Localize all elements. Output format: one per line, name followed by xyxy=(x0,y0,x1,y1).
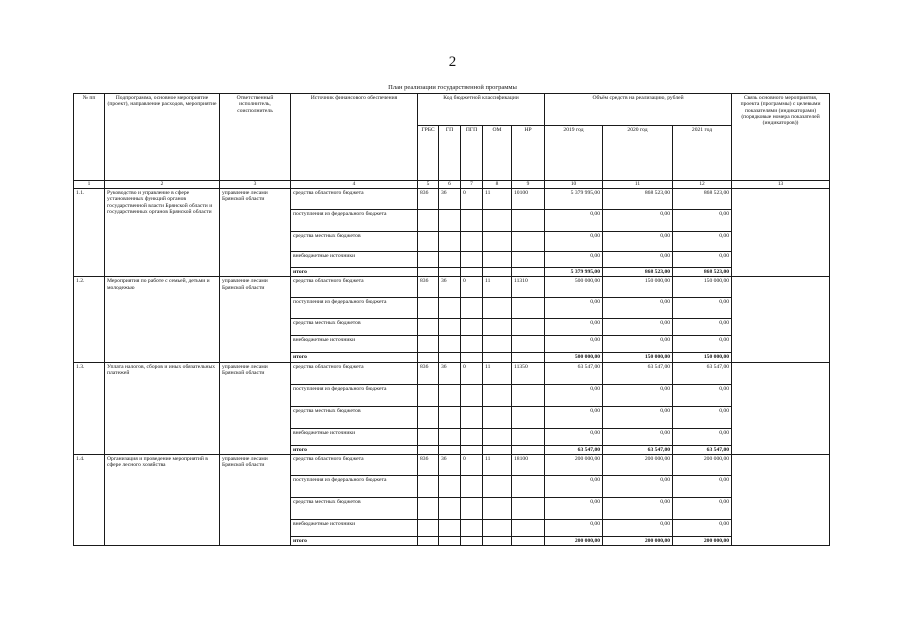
header-executor: Ответственный исполнитель, соисполнитель xyxy=(220,94,291,181)
code-cell-empty xyxy=(461,268,483,277)
code-cell-empty xyxy=(483,252,512,268)
code-cell-empty xyxy=(483,497,512,519)
code-cell-empty xyxy=(461,319,483,336)
amount-2019: 500 000,00 xyxy=(545,353,603,362)
column-number: 7 xyxy=(461,181,483,189)
amount-2021: 0,00 xyxy=(673,497,732,519)
code-om: 11 xyxy=(483,362,512,384)
code-cell-empty xyxy=(418,497,439,519)
funding-source: средства местных бюджетов xyxy=(291,406,418,428)
column-number: 3 xyxy=(220,181,291,189)
program-plan-table xyxy=(73,93,830,546)
column-number: 10 xyxy=(545,181,603,189)
code-cell-empty xyxy=(439,428,461,445)
executor: управление лесами Брянской области xyxy=(220,189,291,277)
amount-2021: 0,00 xyxy=(673,519,732,536)
amount-2019: 0,00 xyxy=(545,319,603,336)
code-cell-empty xyxy=(483,428,512,445)
code-grbs: 836 xyxy=(418,362,439,384)
row-number: 1.2. xyxy=(74,277,105,362)
code-om: 11 xyxy=(483,189,512,210)
code-cell-empty xyxy=(483,519,512,536)
header-program: Подпрограмма, основное мероприятие (проект), направление расходов, мероприятие xyxy=(105,94,220,181)
code-cell-empty xyxy=(461,252,483,268)
code-cell-empty xyxy=(418,232,439,252)
code-gp: 36 xyxy=(439,277,461,298)
code-cell-empty xyxy=(512,536,545,545)
amount-2021: 0,00 xyxy=(673,406,732,428)
header-om: ОМ xyxy=(483,126,512,181)
code-cell-empty xyxy=(483,210,512,232)
amount-2020: 0,00 xyxy=(603,519,673,536)
funding-source: поступления из федерального бюджета xyxy=(291,384,418,406)
amount-2020: 0,00 xyxy=(603,406,673,428)
table-row xyxy=(74,362,830,384)
code-cell-empty xyxy=(418,475,439,497)
code-cell-empty xyxy=(439,536,461,545)
program-name: Руководство и управление в сфере установленных функций органов государственной власти Брянской области и государственных органов Брянской области xyxy=(105,189,220,277)
code-cell-empty xyxy=(439,210,461,232)
code-grbs: 836 xyxy=(418,277,439,298)
code-cell-empty xyxy=(512,519,545,536)
indicator-link xyxy=(732,277,830,362)
amount-2019: 0,00 xyxy=(545,384,603,406)
code-cell-empty xyxy=(512,298,545,319)
amount-2020: 0,00 xyxy=(603,428,673,445)
indicator-link xyxy=(732,189,830,277)
amount-2019: 0,00 xyxy=(545,336,603,353)
code-gp: 36 xyxy=(439,454,461,475)
code-cell-empty xyxy=(483,406,512,428)
row-number: 1.3. xyxy=(74,362,105,454)
header-kbk: Код бюджетной классификации xyxy=(418,94,545,126)
code-cell-empty xyxy=(483,336,512,353)
funding-source: средства местных бюджетов xyxy=(291,497,418,519)
funding-source: средства областного бюджета xyxy=(291,189,418,210)
code-cell-empty xyxy=(461,536,483,545)
funding-source: итого xyxy=(291,536,418,545)
amount-2020: 0,00 xyxy=(603,336,673,353)
amount-2020: 0,00 xyxy=(603,252,673,268)
funding-source: средства местных бюджетов xyxy=(291,319,418,336)
code-cell-empty xyxy=(512,319,545,336)
header-gp: ГП xyxy=(439,126,461,181)
amount-2021: 0,00 xyxy=(673,336,732,353)
code-cell-empty xyxy=(461,384,483,406)
executor: управление лесами Брянской области xyxy=(220,454,291,545)
amount-2020: 0,00 xyxy=(603,232,673,252)
funding-source: поступления из федерального бюджета xyxy=(291,210,418,232)
amount-2021: 868 523,00 xyxy=(673,268,732,277)
table-row xyxy=(74,454,830,475)
amount-2020: 63 547,00 xyxy=(603,445,673,454)
code-om: 11 xyxy=(483,454,512,475)
code-gp: 36 xyxy=(439,189,461,210)
funding-source: поступления из федерального бюджета xyxy=(291,298,418,319)
code-cell-empty xyxy=(418,336,439,353)
executor: управление лесами Брянской области xyxy=(220,362,291,454)
code-cell-empty xyxy=(439,475,461,497)
program-name: Организация и проведение мероприятий в сфере лесного хозяйства xyxy=(105,454,220,545)
amount-2021: 150 000,00 xyxy=(673,277,732,298)
amount-2020: 150 000,00 xyxy=(603,277,673,298)
amount-2019: 63 547,00 xyxy=(545,445,603,454)
amount-2021: 0,00 xyxy=(673,475,732,497)
code-cell-empty xyxy=(439,353,461,362)
code-cell-empty xyxy=(418,268,439,277)
funding-source: внебюджетные источники xyxy=(291,252,418,268)
code-cell-empty xyxy=(439,232,461,252)
code-np: 18100 xyxy=(512,454,545,475)
code-cell-empty xyxy=(461,298,483,319)
amount-2021: 63 547,00 xyxy=(673,362,732,384)
code-cell-empty xyxy=(461,406,483,428)
code-cell-empty xyxy=(512,232,545,252)
amount-2019: 0,00 xyxy=(545,519,603,536)
column-number: 6 xyxy=(439,181,461,189)
program-name: Мероприятия по работе с семьей, детьми и молодежью xyxy=(105,277,220,362)
code-cell-empty xyxy=(483,319,512,336)
indicator-link xyxy=(732,362,830,454)
amount-2021: 150 000,00 xyxy=(673,353,732,362)
amount-2020: 0,00 xyxy=(603,319,673,336)
code-cell-empty xyxy=(461,519,483,536)
amount-2021: 0,00 xyxy=(673,210,732,232)
code-cell-empty xyxy=(512,353,545,362)
code-cell-empty xyxy=(439,336,461,353)
amount-2019: 0,00 xyxy=(545,298,603,319)
amount-2020: 200 000,00 xyxy=(603,454,673,475)
column-number-row xyxy=(74,181,830,189)
code-cell-empty xyxy=(418,210,439,232)
amount-2019: 63 547,00 xyxy=(545,362,603,384)
code-cell-empty xyxy=(461,475,483,497)
code-cell-empty xyxy=(512,428,545,445)
amount-2019: 0,00 xyxy=(545,232,603,252)
code-cell-empty xyxy=(418,428,439,445)
code-np: 11350 xyxy=(512,362,545,384)
code-grbs: 836 xyxy=(418,189,439,210)
amount-2021: 200 000,00 xyxy=(673,454,732,475)
funding-source: средства областного бюджета xyxy=(291,454,418,475)
amount-2019: 0,00 xyxy=(545,252,603,268)
code-cell-empty xyxy=(418,536,439,545)
code-cell-empty xyxy=(483,384,512,406)
amount-2020: 0,00 xyxy=(603,475,673,497)
code-om: 11 xyxy=(483,277,512,298)
code-cell-empty xyxy=(439,252,461,268)
code-cell-empty xyxy=(512,475,545,497)
amount-2021: 200 000,00 xyxy=(673,536,732,545)
header-num: № пп xyxy=(74,94,105,181)
column-number: 11 xyxy=(603,181,673,189)
funding-source: итого xyxy=(291,353,418,362)
code-cell-empty xyxy=(512,268,545,277)
document-title: План реализации государственной программы xyxy=(388,84,517,91)
column-number: 9 xyxy=(512,181,545,189)
amount-2020: 0,00 xyxy=(603,384,673,406)
column-number: 13 xyxy=(732,181,830,189)
column-number: 1 xyxy=(74,181,105,189)
code-cell-empty xyxy=(483,268,512,277)
table-row xyxy=(74,277,830,298)
code-grbs: 836 xyxy=(418,454,439,475)
code-cell-empty xyxy=(439,406,461,428)
funding-source: средства местных бюджетов xyxy=(291,232,418,252)
amount-2019: 200 000,00 xyxy=(545,536,603,545)
code-cell-empty xyxy=(418,406,439,428)
column-number: 2 xyxy=(105,181,220,189)
funding-source: поступления из федерального бюджета xyxy=(291,475,418,497)
code-cell-empty xyxy=(483,536,512,545)
code-cell-empty xyxy=(483,445,512,454)
code-gp: 36 xyxy=(439,362,461,384)
code-cell-empty xyxy=(483,298,512,319)
code-cell-empty xyxy=(483,475,512,497)
code-cell-empty xyxy=(418,319,439,336)
code-cell-empty xyxy=(461,353,483,362)
amount-2021: 0,00 xyxy=(673,428,732,445)
amount-2019: 0,00 xyxy=(545,497,603,519)
amount-2020: 868 523,00 xyxy=(603,268,673,277)
code-cell-empty xyxy=(418,298,439,319)
amount-2020: 868 523,00 xyxy=(603,189,673,210)
amount-2021: 0,00 xyxy=(673,319,732,336)
table-row xyxy=(74,189,830,210)
code-cell-empty xyxy=(483,232,512,252)
amount-2020: 0,00 xyxy=(603,497,673,519)
code-cell-empty xyxy=(439,384,461,406)
funding-source: итого xyxy=(291,268,418,277)
amount-2020: 63 547,00 xyxy=(603,362,673,384)
code-pgp: 0 xyxy=(461,189,483,210)
code-cell-empty xyxy=(418,252,439,268)
code-cell-empty xyxy=(418,519,439,536)
amount-2020: 0,00 xyxy=(603,298,673,319)
code-np: 11310 xyxy=(512,277,545,298)
amount-2021: 0,00 xyxy=(673,252,732,268)
amount-2021: 0,00 xyxy=(673,298,732,319)
row-number: 1.4. xyxy=(74,454,105,545)
header-2019: 2019 год xyxy=(545,126,603,181)
column-number: 8 xyxy=(483,181,512,189)
amount-2019: 200 000,00 xyxy=(545,454,603,475)
header-2020: 2020 год xyxy=(603,126,673,181)
funding-source: внебюджетные источники xyxy=(291,519,418,536)
column-number: 12 xyxy=(673,181,732,189)
code-cell-empty xyxy=(512,406,545,428)
funding-source: внебюджетные источники xyxy=(291,428,418,445)
amount-2020: 200 000,00 xyxy=(603,536,673,545)
amount-2019: 5 379 995,00 xyxy=(545,189,603,210)
amount-2019: 0,00 xyxy=(545,406,603,428)
code-pgp: 0 xyxy=(461,454,483,475)
header-indicator-link: Связь основного мероприятия, проекта (программы) с целевыми показателями (индикаторами) (порядковые номера показателей (индикаторов)) xyxy=(732,94,830,181)
header-2021: 2021 год xyxy=(673,126,732,181)
amount-2019: 0,00 xyxy=(545,475,603,497)
page-number: 2 xyxy=(448,54,457,70)
header-sources: Источник финансового обеспечения xyxy=(291,94,418,181)
column-number: 5 xyxy=(418,181,439,189)
amount-2020: 0,00 xyxy=(603,210,673,232)
code-cell-empty xyxy=(461,232,483,252)
program-name: Уплата налогов, сборов и иных обязательных платежей xyxy=(105,362,220,454)
code-cell-empty xyxy=(483,353,512,362)
code-cell-empty xyxy=(461,428,483,445)
amount-2021: 0,00 xyxy=(673,232,732,252)
amount-2019: 500 000,00 xyxy=(545,277,603,298)
header-volume: Объём средств на реализацию, рублей xyxy=(545,94,732,126)
funding-source: средства областного бюджета xyxy=(291,277,418,298)
code-pgp: 0 xyxy=(461,362,483,384)
funding-source: средства областного бюджета xyxy=(291,362,418,384)
column-number: 4 xyxy=(291,181,418,189)
code-np: 10100 xyxy=(512,189,545,210)
code-cell-empty xyxy=(512,252,545,268)
indicator-link xyxy=(732,454,830,545)
amount-2021: 0,00 xyxy=(673,384,732,406)
row-number: 1.1. xyxy=(74,189,105,277)
code-cell-empty xyxy=(461,336,483,353)
code-cell-empty xyxy=(512,210,545,232)
code-cell-empty xyxy=(439,298,461,319)
amount-2020: 150 000,00 xyxy=(603,353,673,362)
funding-source: итого xyxy=(291,445,418,454)
code-cell-empty xyxy=(512,336,545,353)
amount-2019: 5 379 995,00 xyxy=(545,268,603,277)
executor: управление лесами Брянской области xyxy=(220,277,291,362)
code-cell-empty xyxy=(418,384,439,406)
code-cell-empty xyxy=(439,497,461,519)
header-grbs: ГРБС xyxy=(418,126,439,181)
code-cell-empty xyxy=(439,268,461,277)
code-cell-empty xyxy=(512,445,545,454)
code-cell-empty xyxy=(439,445,461,454)
code-cell-empty xyxy=(439,519,461,536)
amount-2021: 63 547,00 xyxy=(673,445,732,454)
funding-source: внебюджетные источники xyxy=(291,336,418,353)
code-cell-empty xyxy=(461,210,483,232)
amount-2021: 868 523,00 xyxy=(673,189,732,210)
amount-2019: 0,00 xyxy=(545,428,603,445)
code-cell-empty xyxy=(512,384,545,406)
code-cell-empty xyxy=(512,497,545,519)
code-cell-empty xyxy=(461,445,483,454)
code-pgp: 0 xyxy=(461,277,483,298)
amount-2019: 0,00 xyxy=(545,210,603,232)
code-cell-empty xyxy=(418,353,439,362)
header-np: НР xyxy=(512,126,545,181)
code-cell-empty xyxy=(461,497,483,519)
header-pgp: ПГП xyxy=(461,126,483,181)
code-cell-empty xyxy=(439,319,461,336)
code-cell-empty xyxy=(418,445,439,454)
